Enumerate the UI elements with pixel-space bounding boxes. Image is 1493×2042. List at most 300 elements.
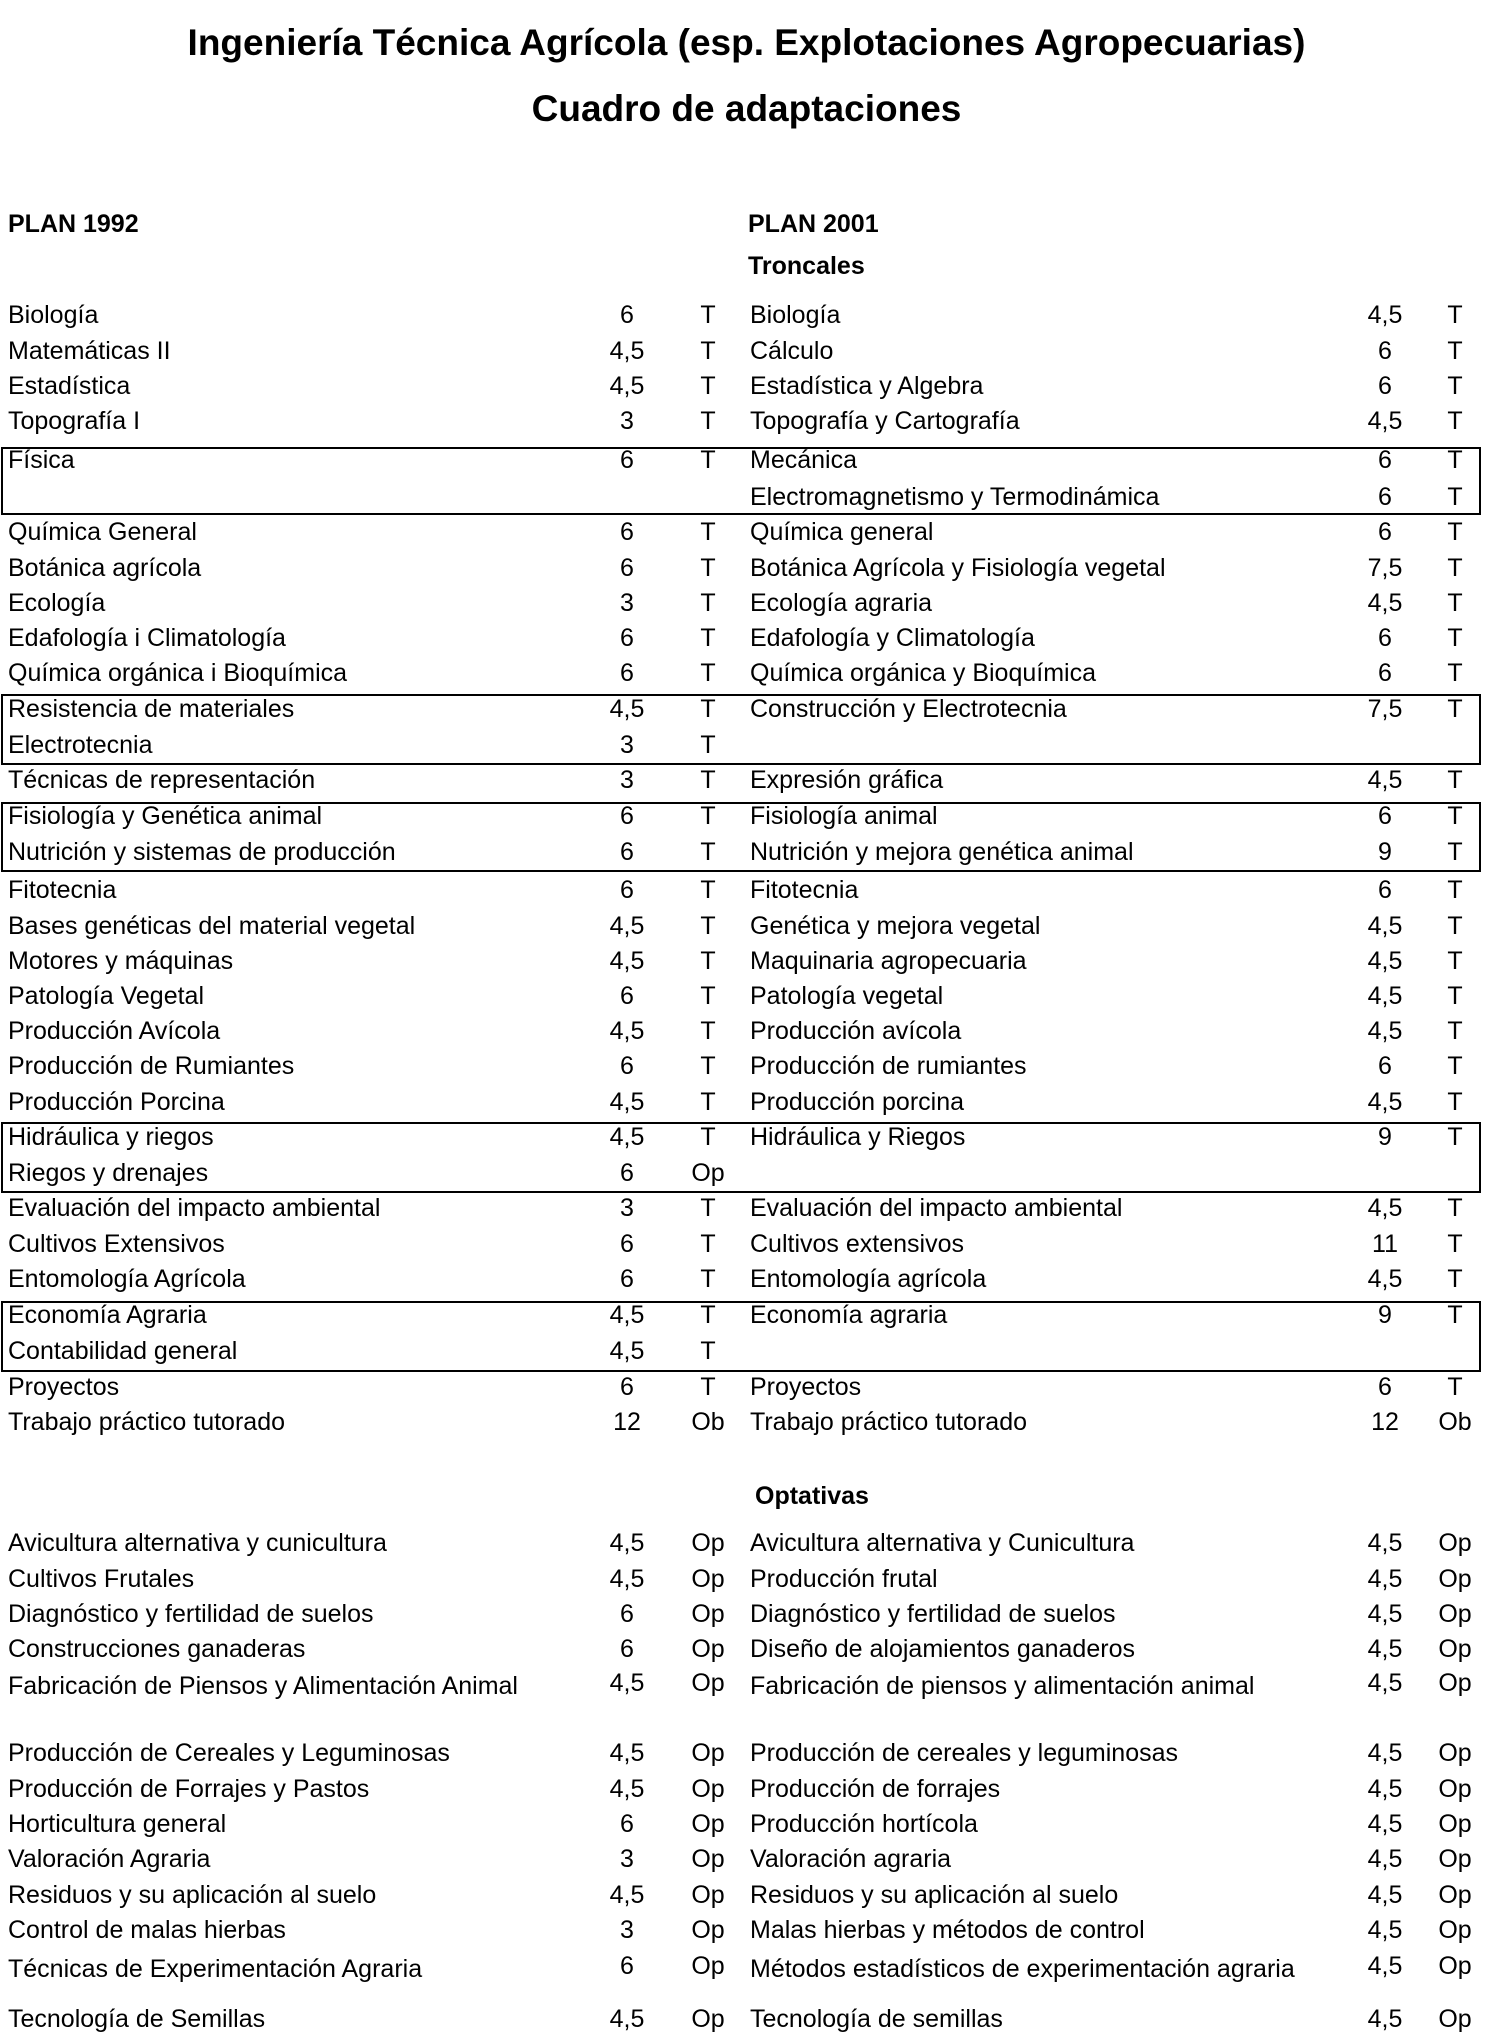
old-credits: 4,5: [609, 2005, 645, 2033]
new-credits: 7,5: [1367, 554, 1403, 582]
optativas-row: [0, 1777, 1493, 1812]
new-credits: 12: [1371, 1408, 1399, 1436]
old-name: Residuos y su aplicación al suelo: [8, 1881, 377, 1909]
new-credits: 4,5: [1367, 1529, 1403, 1557]
old-name: Resistencia de materiales: [8, 695, 295, 723]
group-box-fisiologia: [1, 802, 1481, 872]
new-credits: 4,5: [1367, 982, 1403, 1010]
old-type: T: [700, 554, 716, 582]
new-name: Producción hortícola: [750, 1810, 978, 1838]
old-type: T: [700, 1337, 716, 1365]
troncales-row: [0, 984, 1493, 1019]
old-type: T: [700, 876, 716, 904]
new-name: Producción de rumiantes: [750, 1052, 1027, 1080]
new-credits: 4,5: [1367, 1265, 1403, 1293]
new-credits: 6: [1378, 659, 1392, 687]
optativas-row: [0, 1531, 1493, 1566]
old-name: Cultivos Extensivos: [8, 1230, 225, 1258]
old-name: Control de malas hierbas: [8, 1916, 286, 1944]
troncales-row: [0, 303, 1493, 338]
old-type: T: [700, 659, 716, 687]
old-type: T: [700, 446, 716, 474]
old-credits: 6: [620, 301, 634, 329]
old-type: T: [700, 1123, 716, 1151]
old-type: Op: [691, 1600, 725, 1628]
old-type: Op: [691, 1739, 725, 1767]
troncales-row: [0, 626, 1493, 661]
new-name: Mecánica: [750, 446, 857, 474]
new-type: T: [1447, 337, 1463, 365]
new-credits: 6: [1378, 372, 1392, 400]
new-name: Química orgánica y Bioquímica: [750, 659, 1096, 687]
optativas-row: [0, 1741, 1493, 1776]
new-credits: 4,5: [1367, 1881, 1403, 1909]
old-name: Valoración Agraria: [8, 1845, 211, 1873]
new-credits: 6: [1378, 518, 1392, 546]
new-credits: 9: [1378, 1123, 1392, 1151]
old-name: Fisiología y Genética animal: [8, 802, 323, 830]
old-name: Avicultura alternativa y cunicultura: [8, 1529, 387, 1557]
old-credits: 6: [620, 1635, 634, 1663]
new-type: T: [1447, 876, 1463, 904]
old-name: Economía Agraria: [8, 1301, 207, 1329]
new-type: T: [1447, 766, 1463, 794]
new-credits: 6: [1378, 337, 1392, 365]
old-name: Bases genéticas del material vegetal: [8, 912, 416, 940]
new-name: Trabajo práctico tutorado: [750, 1408, 1028, 1436]
old-type: T: [700, 589, 716, 617]
optativas-row: [0, 2007, 1493, 2042]
old-type: T: [700, 1230, 716, 1258]
old-credits: 6: [620, 624, 634, 652]
new-name: Valoración agraria: [750, 1845, 952, 1873]
old-credits: 4,5: [609, 1337, 645, 1365]
old-credits: 4,5: [609, 1669, 645, 1697]
new-type: T: [1447, 554, 1463, 582]
new-name: Malas hierbas y métodos de control: [750, 1916, 1145, 1944]
old-name: Diagnóstico y fertilidad de suelos: [8, 1600, 374, 1628]
new-name: Producción porcina: [750, 1088, 965, 1116]
old-plan-header: PLAN 1992: [8, 210, 139, 238]
new-name: Nutrición y mejora genética animal: [750, 838, 1134, 866]
old-name: Botánica agrícola: [8, 554, 202, 582]
old-credits: 4,5: [609, 1123, 645, 1151]
new-type: T: [1447, 659, 1463, 687]
troncales-row: [0, 914, 1493, 949]
old-type: T: [700, 624, 716, 652]
new-type: T: [1447, 1373, 1463, 1401]
old-name: Topografía I: [8, 407, 141, 435]
new-credits: 4,5: [1367, 589, 1403, 617]
old-type: T: [700, 982, 716, 1010]
new-name: Patología vegetal: [750, 982, 944, 1010]
new-type: Op: [1438, 1565, 1472, 1593]
new-name: Cultivos extensivos: [750, 1230, 964, 1258]
old-credits: 4,5: [609, 1017, 645, 1045]
new-name: Producción frutal: [750, 1565, 938, 1593]
old-type: T: [700, 802, 716, 830]
optativas-section-header: Optativas: [755, 1482, 869, 1510]
new-name: Edafología y Climatología: [750, 624, 1035, 652]
old-type: T: [700, 1194, 716, 1222]
new-type: Op: [1438, 1669, 1472, 1697]
old-name: Proyectos: [8, 1373, 120, 1401]
old-type: T: [700, 301, 716, 329]
new-type: T: [1447, 1052, 1463, 1080]
optativas-row: [0, 1637, 1493, 1672]
old-type: Op: [691, 1565, 725, 1593]
new-name: Biología: [750, 301, 841, 329]
old-type: Op: [691, 1529, 725, 1557]
old-credits: 6: [620, 554, 634, 582]
new-type: Op: [1438, 1916, 1472, 1944]
old-name: Cultivos Frutales: [8, 1565, 195, 1593]
new-credits: 6: [1378, 876, 1392, 904]
new-credits: 6: [1378, 624, 1392, 652]
old-type: T: [700, 518, 716, 546]
old-type: Op: [691, 1845, 725, 1873]
old-type: Op: [691, 1669, 725, 1697]
old-type: Op: [691, 1159, 725, 1187]
new-credits: 4,5: [1367, 407, 1403, 435]
old-type: T: [700, 912, 716, 940]
old-credits: 4,5: [609, 1881, 645, 1909]
old-name: Electrotecnia: [8, 731, 153, 759]
group-box-construccion: [1, 694, 1481, 765]
old-credits: 3: [620, 766, 634, 794]
new-credits: 4,5: [1367, 1635, 1403, 1663]
new-name: Métodos estadísticos de experimentación agraria: [750, 1955, 1295, 1983]
new-name: Tecnología de semillas: [750, 2005, 1003, 2033]
old-name: Motores y máquinas: [8, 947, 234, 975]
new-type: Op: [1438, 1600, 1472, 1628]
new-name: Diseño de alojamientos ganaderos: [750, 1635, 1135, 1663]
old-name: Técnicas de Experimentación Agraria: [8, 1955, 423, 1983]
old-name: Patología Vegetal: [8, 982, 204, 1010]
optativas-row: [0, 1918, 1493, 1953]
old-credits: 4,5: [609, 372, 645, 400]
new-name: Construcción y Electrotecnia: [750, 695, 1067, 723]
new-type: T: [1447, 1123, 1463, 1151]
new-credits: 6: [1378, 1373, 1392, 1401]
old-name: Fabricación de Piensos y Alimentación Animal: [8, 1672, 518, 1700]
new-name: Diagnóstico y fertilidad de suelos: [750, 1600, 1116, 1628]
troncales-row: [0, 878, 1493, 913]
new-name: Proyectos: [750, 1373, 862, 1401]
old-credits: 6: [620, 1052, 634, 1080]
old-name: Edafología i Climatología: [8, 624, 286, 652]
old-credits: 6: [620, 1373, 634, 1401]
old-name: Producción Porcina: [8, 1088, 225, 1116]
new-type: T: [1447, 518, 1463, 546]
old-credits: 3: [620, 1845, 634, 1873]
old-credits: 4,5: [609, 1739, 645, 1767]
new-type: T: [1447, 301, 1463, 329]
new-type: T: [1447, 802, 1463, 830]
old-credits: 3: [620, 1916, 634, 1944]
new-name: Economía agraria: [750, 1301, 948, 1329]
old-credits: 4,5: [609, 1529, 645, 1557]
old-name: Producción de Rumiantes: [8, 1052, 295, 1080]
new-name: Fitotecnia: [750, 876, 859, 904]
new-credits: 4,5: [1367, 2005, 1403, 2033]
old-type: Op: [691, 1916, 725, 1944]
old-name: Riegos y drenajes: [8, 1159, 209, 1187]
optativas-row: [0, 1602, 1493, 1637]
old-credits: 4,5: [609, 695, 645, 723]
new-credits: 7,5: [1367, 695, 1403, 723]
old-credits: 6: [620, 446, 634, 474]
old-credits: 4,5: [609, 1565, 645, 1593]
old-credits: 6: [620, 1952, 634, 1980]
optativas-row: [0, 1847, 1493, 1882]
new-name: Avicultura alternativa y Cunicultura: [750, 1529, 1135, 1557]
old-name: Fitotecnia: [8, 876, 117, 904]
new-credits: 6: [1378, 446, 1392, 474]
optativas-row: [0, 1812, 1493, 1847]
new-type: Op: [1438, 2005, 1472, 2033]
old-name: Construcciones ganaderas: [8, 1635, 306, 1663]
new-type: Op: [1438, 1635, 1472, 1663]
new-credits: 4,5: [1367, 766, 1403, 794]
old-credits: 4,5: [609, 1775, 645, 1803]
troncales-row: [0, 1267, 1493, 1302]
new-credits: 4,5: [1367, 1600, 1403, 1628]
new-type: T: [1447, 446, 1463, 474]
old-name: Evaluación del impacto ambiental: [8, 1194, 381, 1222]
old-credits: 6: [620, 1265, 634, 1293]
old-type: T: [700, 766, 716, 794]
old-name: Técnicas de representación: [8, 766, 316, 794]
old-type: T: [700, 838, 716, 866]
new-type: T: [1447, 838, 1463, 866]
old-credits: 6: [620, 1600, 634, 1628]
old-name: Química General: [8, 518, 197, 546]
troncales-row: [0, 1019, 1493, 1054]
new-type: T: [1447, 695, 1463, 723]
new-credits: 4,5: [1367, 947, 1403, 975]
new-name: Expresión gráfica: [750, 766, 944, 794]
troncales-row: [0, 1196, 1493, 1231]
new-plan-header: PLAN 2001: [748, 210, 879, 238]
old-type: T: [700, 731, 716, 759]
new-credits: 4,5: [1367, 301, 1403, 329]
old-type: Op: [691, 1810, 725, 1838]
old-type: T: [700, 1265, 716, 1293]
old-credits: 6: [620, 1159, 634, 1187]
new-name: Fisiología animal: [750, 802, 938, 830]
old-credits: 6: [620, 838, 634, 866]
old-name: Producción Avícola: [8, 1017, 221, 1045]
new-type: T: [1447, 947, 1463, 975]
old-type: T: [700, 947, 716, 975]
new-name: Genética y mejora vegetal: [750, 912, 1041, 940]
new-type: T: [1447, 1230, 1463, 1258]
new-credits: 4,5: [1367, 1952, 1403, 1980]
troncales-row: [0, 339, 1493, 374]
old-type: T: [700, 1301, 716, 1329]
old-type: T: [700, 1017, 716, 1045]
new-name: Cálculo: [750, 337, 834, 365]
new-credits: 11: [1372, 1230, 1398, 1258]
group-box-hidraulica: [1, 1122, 1481, 1193]
new-credits: 4,5: [1367, 1088, 1403, 1116]
troncales-row: [0, 520, 1493, 555]
old-credits: 4,5: [609, 1088, 645, 1116]
new-name: Producción avícola: [750, 1017, 962, 1045]
optativas-row: [0, 1954, 1493, 1989]
old-type: Op: [691, 1775, 725, 1803]
new-name: Hidráulica y Riegos: [750, 1123, 966, 1151]
old-credits: 6: [620, 518, 634, 546]
old-name: Producción de Forrajes y Pastos: [8, 1775, 370, 1803]
new-type: Ob: [1438, 1408, 1472, 1436]
new-type: Op: [1438, 1952, 1472, 1980]
new-credits: 9: [1378, 1301, 1392, 1329]
new-credits: 6: [1378, 483, 1392, 511]
new-credits: 4,5: [1367, 1739, 1403, 1767]
new-credits: 4,5: [1367, 912, 1403, 940]
troncales-row: [0, 556, 1493, 591]
old-credits: 6: [620, 659, 634, 687]
old-name: Horticultura general: [8, 1810, 227, 1838]
old-credits: 6: [620, 876, 634, 904]
old-name: Trabajo práctico tutorado: [8, 1408, 286, 1436]
troncales-row: [0, 949, 1493, 984]
new-type: T: [1447, 1194, 1463, 1222]
old-credits: 4,5: [609, 337, 645, 365]
old-name: Química orgánica i Bioquímica: [8, 659, 348, 687]
new-credits: 6: [1378, 1052, 1392, 1080]
old-type: T: [700, 337, 716, 365]
new-type: Op: [1438, 1810, 1472, 1838]
old-type: T: [700, 695, 716, 723]
old-name: Entomología Agrícola: [8, 1265, 246, 1293]
new-credits: 4,5: [1367, 1669, 1403, 1697]
old-name: Hidráulica y riegos: [8, 1123, 214, 1151]
old-credits: 4,5: [609, 912, 645, 940]
old-type: Ob: [691, 1408, 725, 1436]
optativas-row: [0, 1671, 1493, 1706]
new-type: T: [1447, 372, 1463, 400]
old-type: Op: [691, 1952, 725, 1980]
troncales-row: [0, 409, 1493, 444]
new-name: Entomología agrícola: [750, 1265, 987, 1293]
new-type: T: [1447, 1088, 1463, 1116]
group-box-fisica: [1, 447, 1481, 515]
new-credits: 4,5: [1367, 1565, 1403, 1593]
troncales-row: [0, 1054, 1493, 1089]
troncales-row: [0, 1410, 1493, 1445]
new-type: Op: [1438, 1529, 1472, 1557]
old-credits: 3: [620, 407, 634, 435]
troncales-row: [0, 1090, 1493, 1125]
document-title: Ingeniería Técnica Agrícola (esp. Explotaciones Agropecuarias): [187, 22, 1306, 63]
old-credits: 6: [620, 982, 634, 1010]
new-credits: 4,5: [1367, 1775, 1403, 1803]
new-name: Topografía y Cartografía: [750, 407, 1020, 435]
new-type: Op: [1438, 1845, 1472, 1873]
troncales-row: [0, 591, 1493, 626]
optativas-row: [0, 1567, 1493, 1602]
old-name: Producción de Cereales y Leguminosas: [8, 1739, 450, 1767]
troncales-row: [0, 374, 1493, 409]
old-credits: 4,5: [609, 1301, 645, 1329]
old-credits: 6: [620, 1230, 634, 1258]
new-type: Op: [1438, 1775, 1472, 1803]
new-credits: 4,5: [1367, 1916, 1403, 1944]
new-name: Electromagnetismo y Termodinámica: [750, 483, 1160, 511]
old-credits: 4,5: [609, 947, 645, 975]
new-credits: 6: [1378, 802, 1392, 830]
new-name: Botánica Agrícola y Fisiología vegetal: [750, 554, 1166, 582]
old-name: Contabilidad general: [8, 1337, 238, 1365]
new-type: T: [1447, 407, 1463, 435]
old-type: Op: [691, 2005, 725, 2033]
old-name: Biología: [8, 301, 99, 329]
new-type: T: [1447, 1265, 1463, 1293]
old-credits: 6: [620, 802, 634, 830]
new-type: T: [1447, 1017, 1463, 1045]
new-type: T: [1447, 483, 1463, 511]
new-type: T: [1447, 589, 1463, 617]
new-credits: 4,5: [1367, 1845, 1403, 1873]
troncales-row: [0, 1232, 1493, 1267]
new-name: Evaluación del impacto ambiental: [750, 1194, 1123, 1222]
troncales-row: [0, 1375, 1493, 1410]
old-type: T: [700, 1088, 716, 1116]
old-credits: 12: [613, 1408, 641, 1436]
document-subtitle: Cuadro de adaptaciones: [531, 88, 962, 129]
old-name: Ecología: [8, 589, 106, 617]
new-type: Op: [1438, 1739, 1472, 1767]
old-type: T: [700, 372, 716, 400]
troncales-row: [0, 661, 1493, 696]
old-name: Nutrición y sistemas de producción: [8, 838, 396, 866]
old-type: Op: [691, 1635, 725, 1663]
new-name: Maquinaria agropecuaria: [750, 947, 1027, 975]
new-name: Ecología agraria: [750, 589, 933, 617]
old-credits: 6: [620, 1810, 634, 1838]
troncales-section-header: Troncales: [748, 252, 865, 280]
new-type: T: [1447, 982, 1463, 1010]
old-credits: 3: [620, 731, 634, 759]
new-credits: 9: [1378, 838, 1392, 866]
old-credits: 3: [620, 589, 634, 617]
new-credits: 4,5: [1367, 1810, 1403, 1838]
optativas-row: [0, 1883, 1493, 1918]
new-name: Producción de cereales y leguminosas: [750, 1739, 1179, 1767]
old-type: T: [700, 1373, 716, 1401]
old-name: Matemáticas II: [8, 337, 171, 365]
new-type: Op: [1438, 1881, 1472, 1909]
old-type: T: [700, 407, 716, 435]
old-name: Física: [8, 446, 75, 474]
new-name: Fabricación de piensos y alimentación animal: [750, 1672, 1255, 1700]
old-name: Estadística: [8, 372, 131, 400]
old-credits: 3: [620, 1194, 634, 1222]
new-name: Química general: [750, 518, 934, 546]
new-name: Estadística y Algebra: [750, 372, 984, 400]
troncales-row: [0, 768, 1493, 803]
old-type: T: [700, 1052, 716, 1080]
old-type: Op: [691, 1881, 725, 1909]
new-type: T: [1447, 624, 1463, 652]
group-box-economia: [1, 1301, 1481, 1372]
new-type: T: [1447, 912, 1463, 940]
new-name: Producción de forrajes: [750, 1775, 1001, 1803]
new-credits: 4,5: [1367, 1194, 1403, 1222]
